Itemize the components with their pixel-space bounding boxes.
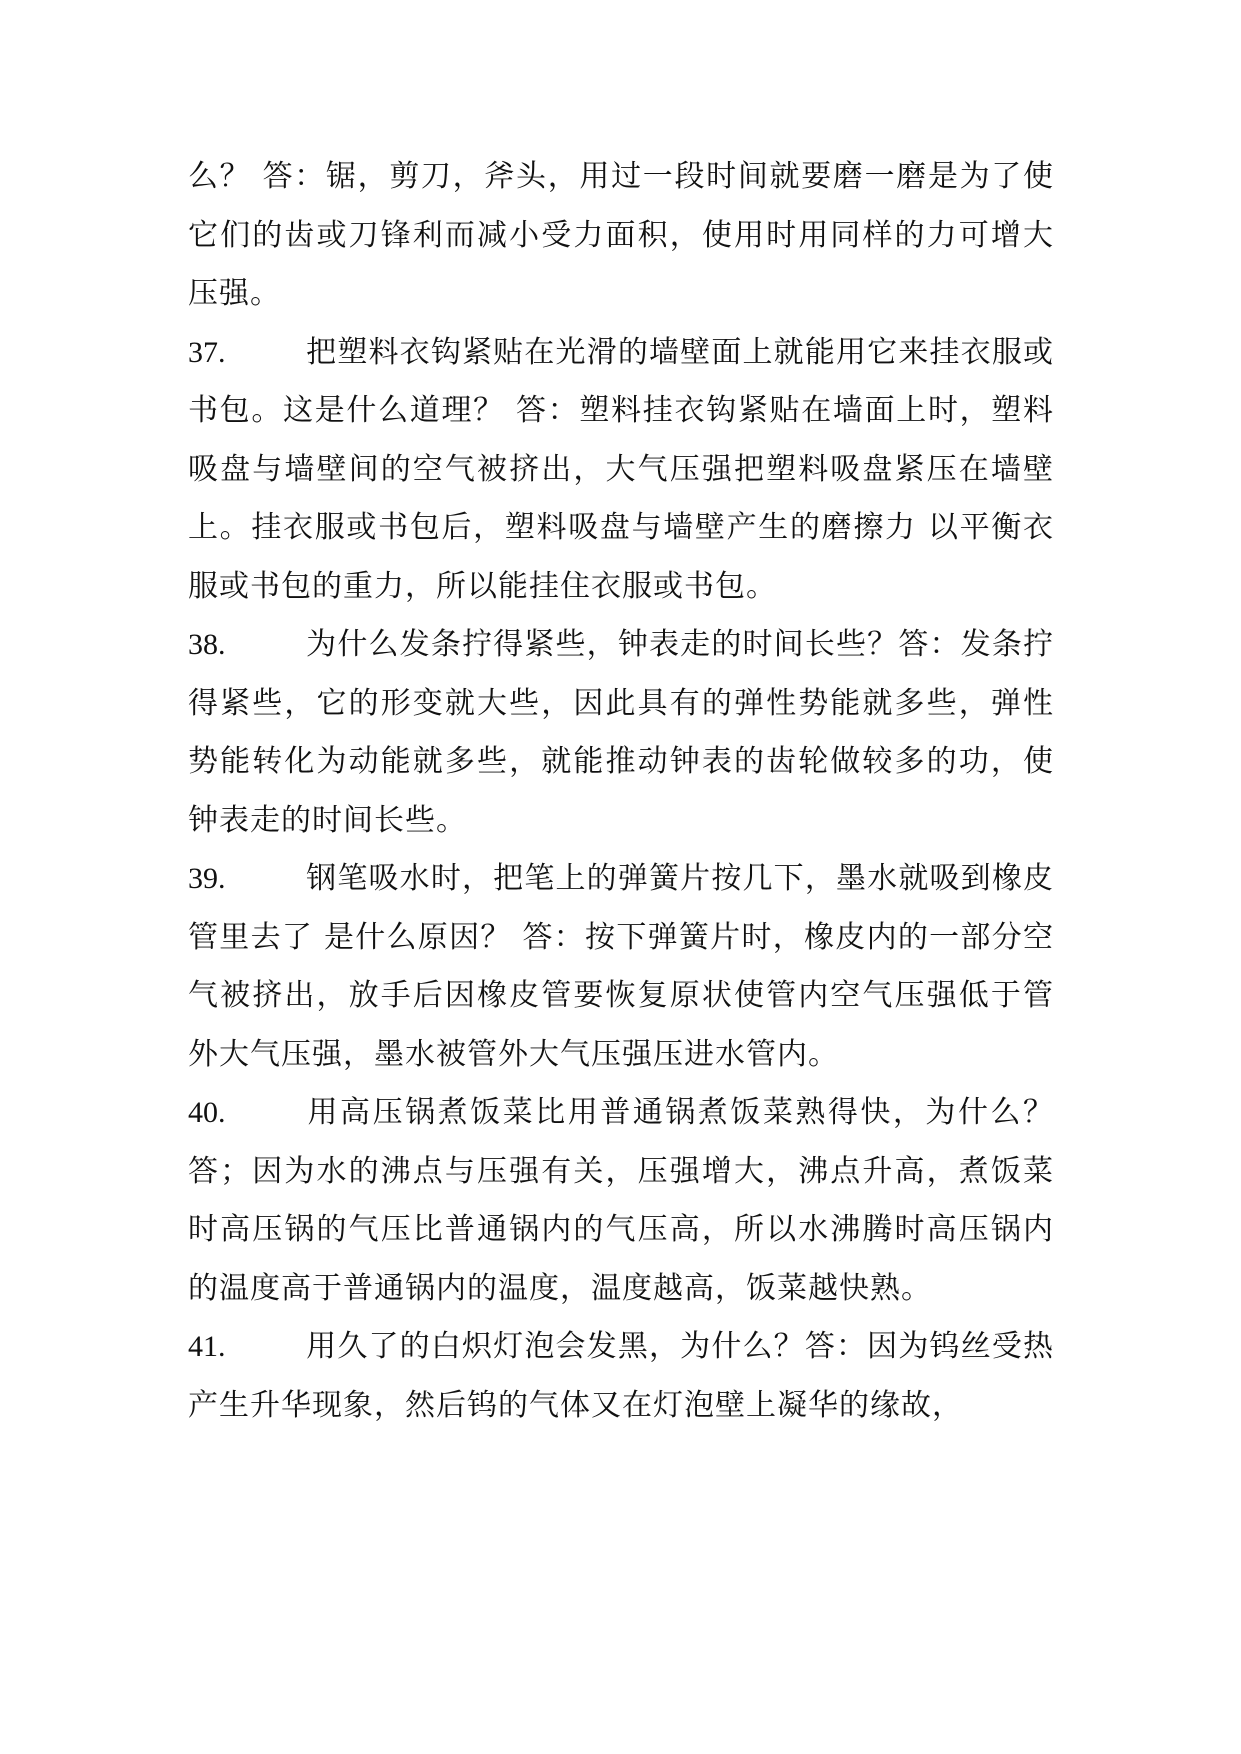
paragraph-number: 40. (188, 1096, 226, 1129)
paragraph-number: 39. (188, 862, 226, 895)
paragraph-38 (188, 616, 1054, 850)
paragraph-text: 用高压锅煮饭菜比用普通锅煮饭菜熟得快，为什么？答；因为水的沸点与压强有关，压强增大，沸点升高，煮饭菜时高压锅的气压比普通锅内的气压高，所以水沸腾时高压锅内的温度高于普通锅内的温度，温度越高，饭菜越快熟。 (188, 1095, 1054, 1306)
paragraph-number: 37. (188, 335, 226, 369)
paragraph-text: 用久了的白炽灯泡会发黑，为什么？答：因为钨丝受热产生升华现象，然后钨的气体又在灯泡壁上凝华的缘故， (188, 1329, 1054, 1423)
paragraph-text: 把塑料衣钩紧贴在光滑的墙壁面上就能用它来挂衣服或书包。这是什么道理？ 答：塑料挂衣钩紧贴在墙面上时，塑料吸盘与墙壁间的空气被挤出，大气压强把塑料吸盘紧压在墙壁上。挂衣服或书包后，塑料吸盘与墙壁产生的磨擦力 以平衡衣服或书包的重力，所以能挂住衣服或书包。 (188, 334, 1054, 604)
paragraph-text: 么？ 答：锯，剪刀，斧头，用过一段时间就要磨一磨是为了使它们的齿或刀锋利而减小受力面积，使用时用同样的力可增大压强。 (188, 159, 1054, 311)
paragraph-39 (188, 850, 1054, 1084)
paragraph-number: 41. (188, 1330, 226, 1363)
paragraph-text: 为什么发条拧得紧些，钟表走的时间长些？答：发条拧得紧些，它的形变就大些，因此具有的弹性势能就多些，弹性势能转化为动能就多些，就能推动钟表的齿轮做较多的功，使钟表走的时间长些。 (188, 627, 1054, 838)
paragraph-number: 38. (188, 628, 226, 661)
document-body (188, 148, 1054, 1435)
paragraph-continuation (188, 148, 1054, 324)
paragraph-37 (188, 324, 1054, 617)
paragraph-40 (188, 1084, 1054, 1318)
paragraph-text: 钢笔吸水时，把笔上的弹簧片按几下，墨水就吸到橡皮管里去了 是什么原因？ 答：按下弹簧片时，橡皮内的一部分空气被挤出，放手后因橡皮管要恢复原状使管内空气压强低于管外大气压强，墨水被管外大气压强压进水管内。 (188, 861, 1054, 1072)
paragraph-41 (188, 1318, 1054, 1435)
